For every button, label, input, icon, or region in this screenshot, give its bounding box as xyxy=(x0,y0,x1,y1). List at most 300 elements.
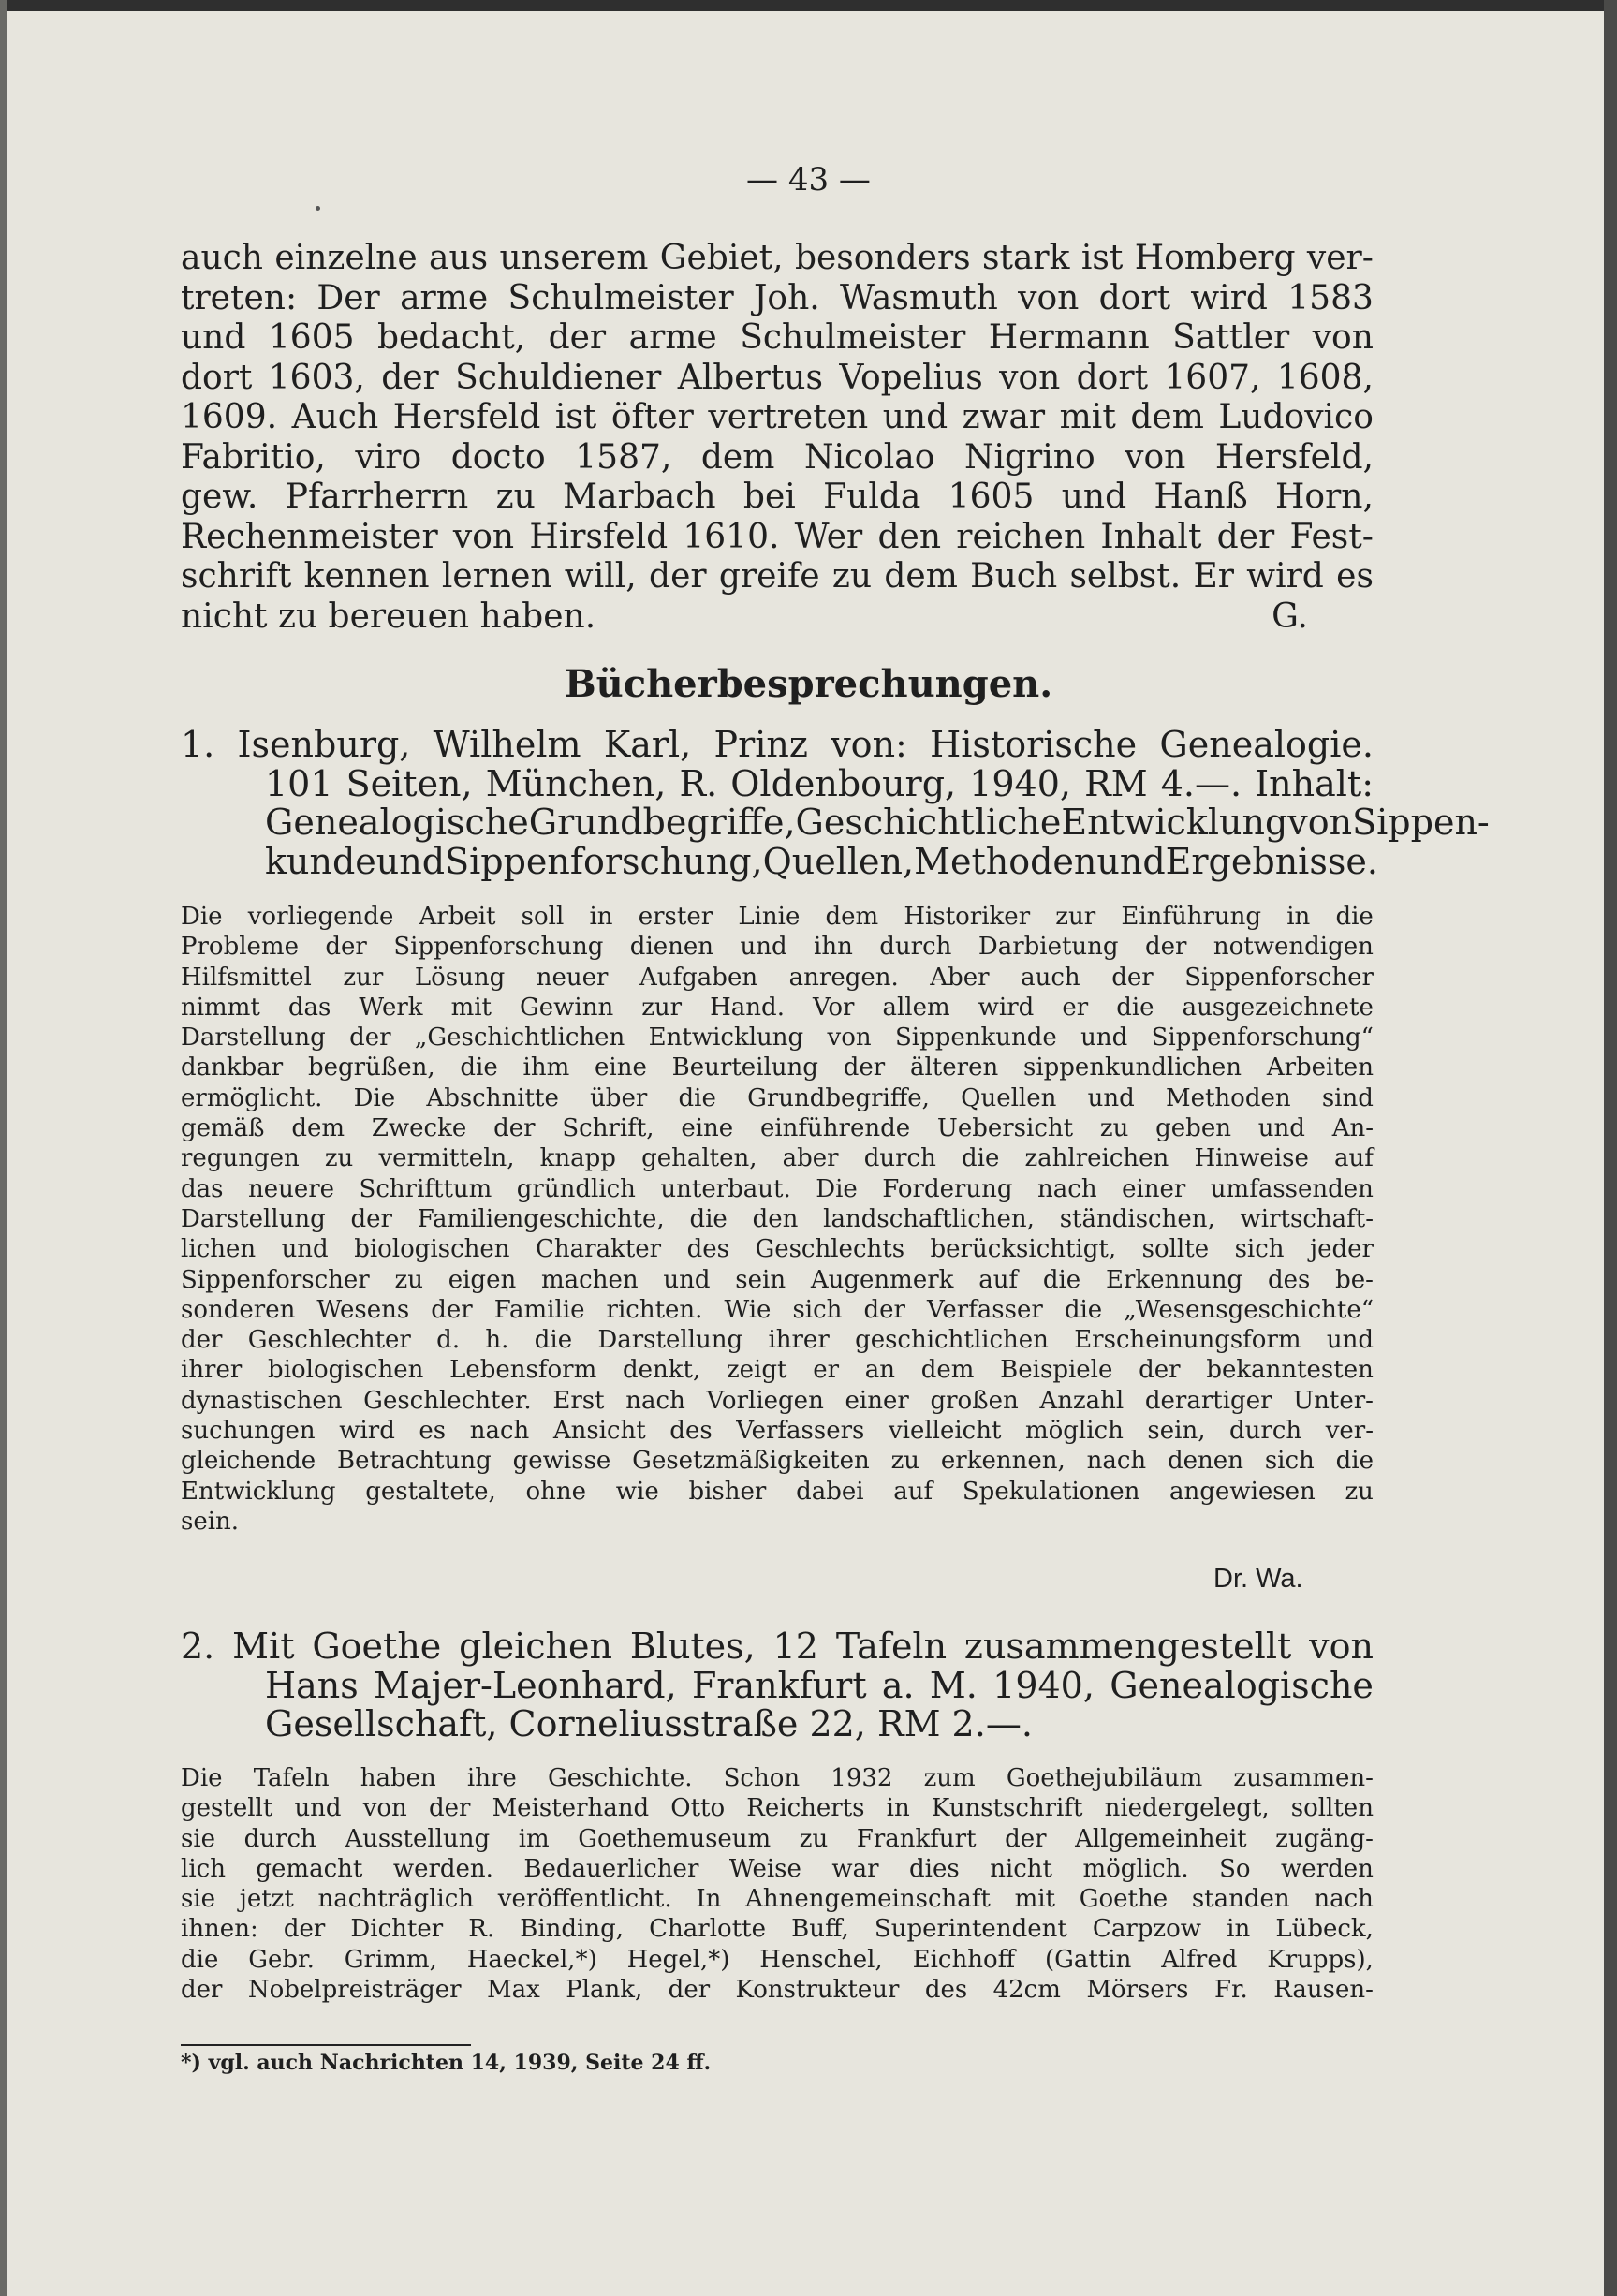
word: gewisse xyxy=(512,1447,611,1476)
word: sein xyxy=(735,1265,786,1294)
word: In xyxy=(696,1885,722,1914)
scan-left-edge xyxy=(0,0,7,2296)
word: Binding, xyxy=(520,1915,625,1944)
text-line xyxy=(181,239,1374,279)
word: Vopelius xyxy=(839,358,983,397)
word: Prinz xyxy=(713,724,808,765)
word: Die xyxy=(353,1083,396,1112)
word: R. xyxy=(679,762,718,804)
word: sich xyxy=(1264,1447,1315,1476)
word: kunde xyxy=(265,840,376,882)
word: Max xyxy=(486,1976,540,2005)
word: zur xyxy=(641,993,683,1022)
word: in xyxy=(589,903,613,931)
word: der xyxy=(349,1023,391,1052)
word: be- xyxy=(1335,1265,1374,1294)
word: Horn, xyxy=(1275,478,1374,516)
word: Majer-Leonhard, xyxy=(374,1664,677,1706)
word: auf xyxy=(893,1477,933,1506)
word: suchungen xyxy=(181,1417,316,1446)
word: Uebersicht xyxy=(936,1114,1074,1143)
text-line xyxy=(181,438,1374,478)
word: Schuldiener xyxy=(455,358,662,397)
word: 101 xyxy=(265,762,333,804)
text-line xyxy=(181,1325,1374,1355)
word: von xyxy=(1287,802,1353,843)
word: Sippenkunde xyxy=(894,1023,1057,1052)
word: Werk xyxy=(359,993,423,1022)
word: „Wesensgeschichte“ xyxy=(1124,1295,1374,1324)
word: Genealogische xyxy=(1110,1664,1374,1706)
word: einführende xyxy=(759,1114,911,1143)
text-line xyxy=(181,398,1374,438)
word: das xyxy=(181,1174,224,1203)
text-line xyxy=(181,1143,1374,1173)
word: viro xyxy=(355,437,422,477)
word: und xyxy=(294,1794,342,1823)
word: Nobelpreisträger xyxy=(247,1976,462,2005)
text-line xyxy=(181,1627,1374,1667)
word: Schon xyxy=(723,1764,801,1792)
word: Methoden xyxy=(1165,1083,1291,1112)
word: 1603, xyxy=(268,358,365,397)
word: wird xyxy=(1246,557,1324,596)
word: der xyxy=(325,933,367,962)
word: der xyxy=(843,1053,886,1082)
text-line xyxy=(181,1174,1374,1204)
word: geschichtlichen xyxy=(855,1326,1049,1355)
word: (Gattin xyxy=(1044,1945,1132,1974)
word: Sippenforscher xyxy=(1184,963,1374,992)
word: Krupps), xyxy=(1267,1945,1374,1974)
word: öfter xyxy=(610,398,694,436)
word: Familie xyxy=(493,1295,585,1324)
word: Schulmeister xyxy=(507,278,734,317)
text-line xyxy=(181,1083,1374,1113)
word: Quellen, xyxy=(762,840,915,882)
word: Superintendent xyxy=(874,1915,1067,1944)
word: Sippenforschung, xyxy=(445,840,763,882)
word: Quellen xyxy=(961,1083,1057,1112)
word: ohne xyxy=(525,1477,587,1506)
word: in xyxy=(1286,903,1311,931)
word: der xyxy=(649,557,707,596)
text-line xyxy=(181,1204,1374,1234)
word: Wasmuth xyxy=(840,278,998,317)
word: stark xyxy=(982,239,1070,277)
word: nicht zu bereuen haben. xyxy=(181,596,596,636)
word: der xyxy=(1216,517,1275,556)
word: angewiesen xyxy=(1169,1477,1316,1506)
word: Seiten, xyxy=(345,762,473,804)
word: landschaftlichen, xyxy=(823,1204,1035,1233)
word: nachträglich xyxy=(317,1885,475,1914)
word: es xyxy=(1336,557,1374,596)
word: die xyxy=(1042,1265,1081,1294)
word: Linie xyxy=(738,903,801,931)
word: Abschnitte xyxy=(426,1083,559,1112)
word: mit xyxy=(450,993,492,1022)
word: durch xyxy=(1229,1417,1302,1446)
word: ver- xyxy=(1306,239,1374,277)
ink-speck xyxy=(316,206,320,211)
word: der xyxy=(381,358,439,397)
word: Sippenforschung xyxy=(393,933,604,962)
word: und xyxy=(1087,1083,1135,1112)
word: zusammengestellt xyxy=(963,1626,1292,1667)
word: biologischen xyxy=(268,1356,424,1385)
word: 1605 xyxy=(268,318,355,357)
word: M. xyxy=(929,1664,978,1706)
word: Konstrukteur xyxy=(735,1976,900,2005)
word: und xyxy=(181,318,246,357)
word: 1940, xyxy=(969,762,1071,804)
word: ist xyxy=(554,398,597,436)
word: der xyxy=(1139,1356,1181,1385)
word: der xyxy=(350,1204,392,1233)
text-line xyxy=(181,1477,1374,1507)
word: den xyxy=(752,1204,799,1233)
word: dankbar xyxy=(181,1053,284,1082)
word: Hand. xyxy=(710,993,785,1022)
word: soll xyxy=(521,903,565,931)
word: durch xyxy=(243,1824,316,1853)
word: Wie xyxy=(724,1295,772,1324)
word: in xyxy=(1227,1915,1251,1944)
word: ausgezeichnete xyxy=(1182,993,1374,1022)
word: Mit xyxy=(232,1626,295,1667)
word: und xyxy=(1096,840,1166,882)
word: neuere xyxy=(247,1174,335,1203)
word: machen xyxy=(541,1265,639,1294)
word: Joh. xyxy=(753,278,820,317)
word: Schulmeister xyxy=(740,318,966,357)
word: lernen xyxy=(441,557,552,596)
word: Geschichtliche xyxy=(795,802,1062,843)
word: Auch xyxy=(291,398,379,436)
word: Methoden xyxy=(914,840,1097,882)
word: will, xyxy=(564,557,637,596)
word: Zwecke xyxy=(371,1114,467,1143)
word: möglich. xyxy=(1082,1854,1189,1883)
word: dem xyxy=(1130,398,1204,436)
text-line xyxy=(181,359,1374,399)
text-line xyxy=(181,726,1374,765)
word: Henschel, xyxy=(759,1945,883,1974)
text-line xyxy=(181,1416,1374,1446)
word: gestellt xyxy=(181,1794,273,1823)
word: nimmt xyxy=(181,993,260,1022)
word: auch xyxy=(1021,963,1080,992)
word: Der xyxy=(316,278,380,317)
word: 1610. xyxy=(683,517,780,556)
word: der xyxy=(493,1114,536,1143)
word: an xyxy=(864,1356,896,1385)
word: zugäng- xyxy=(1275,1824,1374,1853)
word: zu xyxy=(394,1265,423,1294)
word: zusammen- xyxy=(1233,1764,1374,1792)
word: von xyxy=(1312,318,1374,357)
word: er xyxy=(1062,993,1089,1022)
word: von xyxy=(827,1023,872,1052)
word: der xyxy=(181,1976,223,2005)
word: nach xyxy=(1086,1447,1147,1476)
word: RM xyxy=(1084,762,1148,804)
word: ihre xyxy=(466,1764,517,1792)
word: wirtschaft- xyxy=(1240,1204,1374,1233)
word: der xyxy=(431,1295,473,1324)
word: Fabritio, xyxy=(181,437,326,477)
word: Lösung xyxy=(414,963,506,992)
word: Hersfeld, xyxy=(1214,437,1374,477)
word: sein, xyxy=(1147,1417,1206,1446)
word: Geschlechter. xyxy=(363,1386,532,1415)
word: ihnen: xyxy=(181,1915,258,1944)
word: dort xyxy=(181,358,253,397)
word: Historiker xyxy=(904,903,1031,931)
word: Bedauerlicher xyxy=(523,1854,699,1883)
word: Grundbegriffe, xyxy=(747,1083,930,1112)
word: Buff, xyxy=(791,1915,849,1944)
word: zur xyxy=(1055,903,1096,931)
word: Inhalt: xyxy=(1255,762,1374,804)
word: die xyxy=(1064,1295,1103,1324)
book-entry-1 xyxy=(181,724,1490,882)
word: veröffentlicht. xyxy=(497,1885,672,1914)
text-line: Gesellschaft, Corneliusstraße 22, RM 2.—. xyxy=(265,1703,1033,1744)
word: schrift xyxy=(181,557,292,596)
word: Buch xyxy=(970,557,1058,596)
word: und xyxy=(882,398,948,436)
word: Otto xyxy=(670,1794,726,1823)
text-line xyxy=(181,1824,1374,1854)
word: Darstellung xyxy=(181,1204,326,1233)
text-line xyxy=(181,597,1374,638)
word: Rausen- xyxy=(1273,1976,1374,2005)
word: Entwicklung xyxy=(181,1477,336,1506)
word: Gebr. xyxy=(248,1945,315,1974)
word: zu xyxy=(495,478,536,516)
word: Ansicht xyxy=(552,1417,646,1446)
word: und xyxy=(1326,1326,1374,1355)
word: von xyxy=(452,517,515,556)
word: Hinweise xyxy=(1194,1144,1309,1173)
word: durch xyxy=(879,933,952,962)
word: zahlreichen xyxy=(1024,1144,1169,1173)
word: 1583 xyxy=(1287,278,1374,317)
word: dem xyxy=(825,903,879,931)
word: Mörsers xyxy=(1086,1976,1189,2005)
word: Hermann xyxy=(988,318,1150,357)
word: docto xyxy=(450,437,546,477)
word: Eichhoff xyxy=(912,1945,1016,1974)
text-line xyxy=(181,318,1374,359)
word: Blutes, xyxy=(629,1626,756,1667)
word: sollten xyxy=(1290,1794,1374,1823)
word: der xyxy=(283,1915,326,1944)
word: Unter- xyxy=(1293,1386,1374,1415)
word: die xyxy=(689,1204,728,1233)
word: dies xyxy=(909,1854,960,1883)
word: sich xyxy=(1234,1235,1285,1264)
word: allem xyxy=(882,993,950,1022)
word: im xyxy=(518,1824,550,1853)
word: zu xyxy=(1099,1114,1129,1143)
word: der xyxy=(1145,933,1187,962)
page-number: — 43 — xyxy=(746,161,871,199)
scan-top-edge xyxy=(0,0,1617,11)
word: Verfasser xyxy=(926,1295,1043,1324)
word: ver- xyxy=(1325,1417,1374,1446)
word: von xyxy=(1309,1626,1374,1667)
word: Tafeln xyxy=(835,1626,948,1667)
word: zu xyxy=(831,557,873,596)
word: dem xyxy=(920,1356,975,1385)
word: Verfassers xyxy=(736,1417,865,1446)
word: dienen xyxy=(629,933,714,962)
word: Sippenforschung“ xyxy=(1151,1023,1374,1052)
word: wird xyxy=(1190,278,1268,317)
word: Lebensform xyxy=(449,1356,597,1385)
word: Lübeck, xyxy=(1275,1915,1374,1944)
word: gehalten, xyxy=(641,1144,757,1173)
word: dem xyxy=(291,1114,345,1143)
word: sich xyxy=(792,1295,843,1324)
word: Hirsfeld xyxy=(529,517,669,556)
word: Darbietung xyxy=(978,933,1119,962)
word: der xyxy=(548,318,607,357)
review-1-signature: Dr. Wa. xyxy=(1213,1564,1303,1594)
word: Fest- xyxy=(1289,517,1374,556)
word: Genealogische xyxy=(265,802,529,843)
word: zu xyxy=(799,1824,829,1853)
word: „Geschichtlichen xyxy=(414,1023,625,1052)
word: begrüßen, xyxy=(308,1053,435,1082)
word: sind xyxy=(1321,1083,1374,1112)
word: war xyxy=(831,1854,879,1883)
word: Aber xyxy=(930,963,990,992)
word: Genealogie. xyxy=(1159,724,1374,765)
text-line xyxy=(181,840,1378,882)
word: 4.—. xyxy=(1160,762,1242,804)
word: besonders xyxy=(794,239,971,277)
word: Erst xyxy=(552,1386,605,1415)
word: Goethejubiläum xyxy=(1006,1764,1203,1792)
word: haben xyxy=(360,1764,436,1792)
word: Ludovico xyxy=(1218,398,1374,436)
word: reichen xyxy=(956,517,1086,556)
word: Kunstschrift xyxy=(931,1794,1083,1823)
text-line xyxy=(181,1052,1374,1082)
word: Wer xyxy=(794,517,863,556)
text-line xyxy=(181,518,1374,558)
word: An- xyxy=(1331,1114,1374,1143)
word: anregen. xyxy=(788,963,899,992)
word: Haeckel,*) xyxy=(466,1945,597,1974)
text-line xyxy=(181,902,1374,932)
word: jetzt xyxy=(239,1885,294,1914)
section-heading: Bücherbesprechungen. xyxy=(564,662,1053,706)
word: zu xyxy=(1345,1477,1374,1506)
word: von xyxy=(362,1794,407,1823)
text-line xyxy=(181,1975,1374,2005)
word: Grundbegriffe, xyxy=(528,802,796,843)
word: nach xyxy=(1037,1174,1097,1203)
word: Ahnengemeinschaft xyxy=(745,1885,991,1914)
word: einzelne xyxy=(274,239,418,277)
word: lich xyxy=(181,1854,226,1883)
footnote: *) vgl. auch Nachrichten 14, 1939, Seite 24 ff. xyxy=(181,2051,712,2075)
word: Karl, xyxy=(603,724,692,765)
word: Vor xyxy=(812,993,855,1022)
text-line xyxy=(181,1914,1374,1944)
word: kennen xyxy=(303,557,430,596)
word: von xyxy=(999,358,1061,397)
word: vielleicht xyxy=(888,1417,1002,1446)
text-line xyxy=(181,1446,1374,1476)
word: Spekulationen xyxy=(962,1477,1140,1506)
word: von xyxy=(1125,437,1186,477)
word: Er xyxy=(1193,557,1234,596)
word: arme xyxy=(628,318,717,357)
word: Oldenbourg, xyxy=(730,762,957,804)
word: biologischen xyxy=(354,1235,510,1264)
word: die xyxy=(460,1053,498,1082)
word: Sippenforscher xyxy=(181,1265,370,1294)
word: zwar xyxy=(962,398,1046,436)
word: Historische xyxy=(930,724,1138,765)
text-line xyxy=(181,1664,1374,1706)
word: ihm xyxy=(522,1053,570,1082)
word: Forderung xyxy=(882,1174,1013,1203)
word: mit xyxy=(1059,398,1116,436)
word: Familiengeschichte, xyxy=(417,1204,665,1233)
word: und xyxy=(1080,1023,1128,1052)
word: 1605 xyxy=(948,478,1035,516)
text-line xyxy=(181,1023,1374,1052)
text-line xyxy=(181,279,1374,319)
word: So xyxy=(1219,1854,1251,1883)
text-line xyxy=(181,762,1374,804)
word: und xyxy=(663,1265,711,1294)
word: mit xyxy=(1014,1885,1055,1914)
word: Vorliegen xyxy=(706,1386,824,1415)
word: Erkennung xyxy=(1105,1265,1243,1294)
word: gründlich xyxy=(516,1174,636,1203)
word: G. xyxy=(1272,596,1308,636)
word: dem xyxy=(700,437,775,477)
word: einer xyxy=(1122,1174,1186,1203)
text-line xyxy=(181,1355,1374,1385)
word: Beurteilung xyxy=(671,1053,818,1082)
word: 1940, xyxy=(992,1664,1095,1706)
word: die xyxy=(961,1144,1000,1173)
word: dort xyxy=(1098,278,1171,317)
word: und xyxy=(1061,478,1127,516)
text-line xyxy=(181,1763,1374,1793)
word: zu xyxy=(890,1447,920,1476)
word: gemäß xyxy=(181,1114,265,1143)
text-line xyxy=(181,1386,1374,1416)
word: Nicolao xyxy=(803,437,935,477)
word: Augenmerk xyxy=(810,1265,954,1294)
word: ermöglicht. xyxy=(181,1083,323,1112)
word: unterbaut. xyxy=(660,1174,791,1203)
word: zeigt xyxy=(726,1356,787,1385)
word: möglich xyxy=(1024,1417,1124,1446)
word: Dichter xyxy=(350,1915,444,1944)
word: eine xyxy=(595,1053,647,1082)
